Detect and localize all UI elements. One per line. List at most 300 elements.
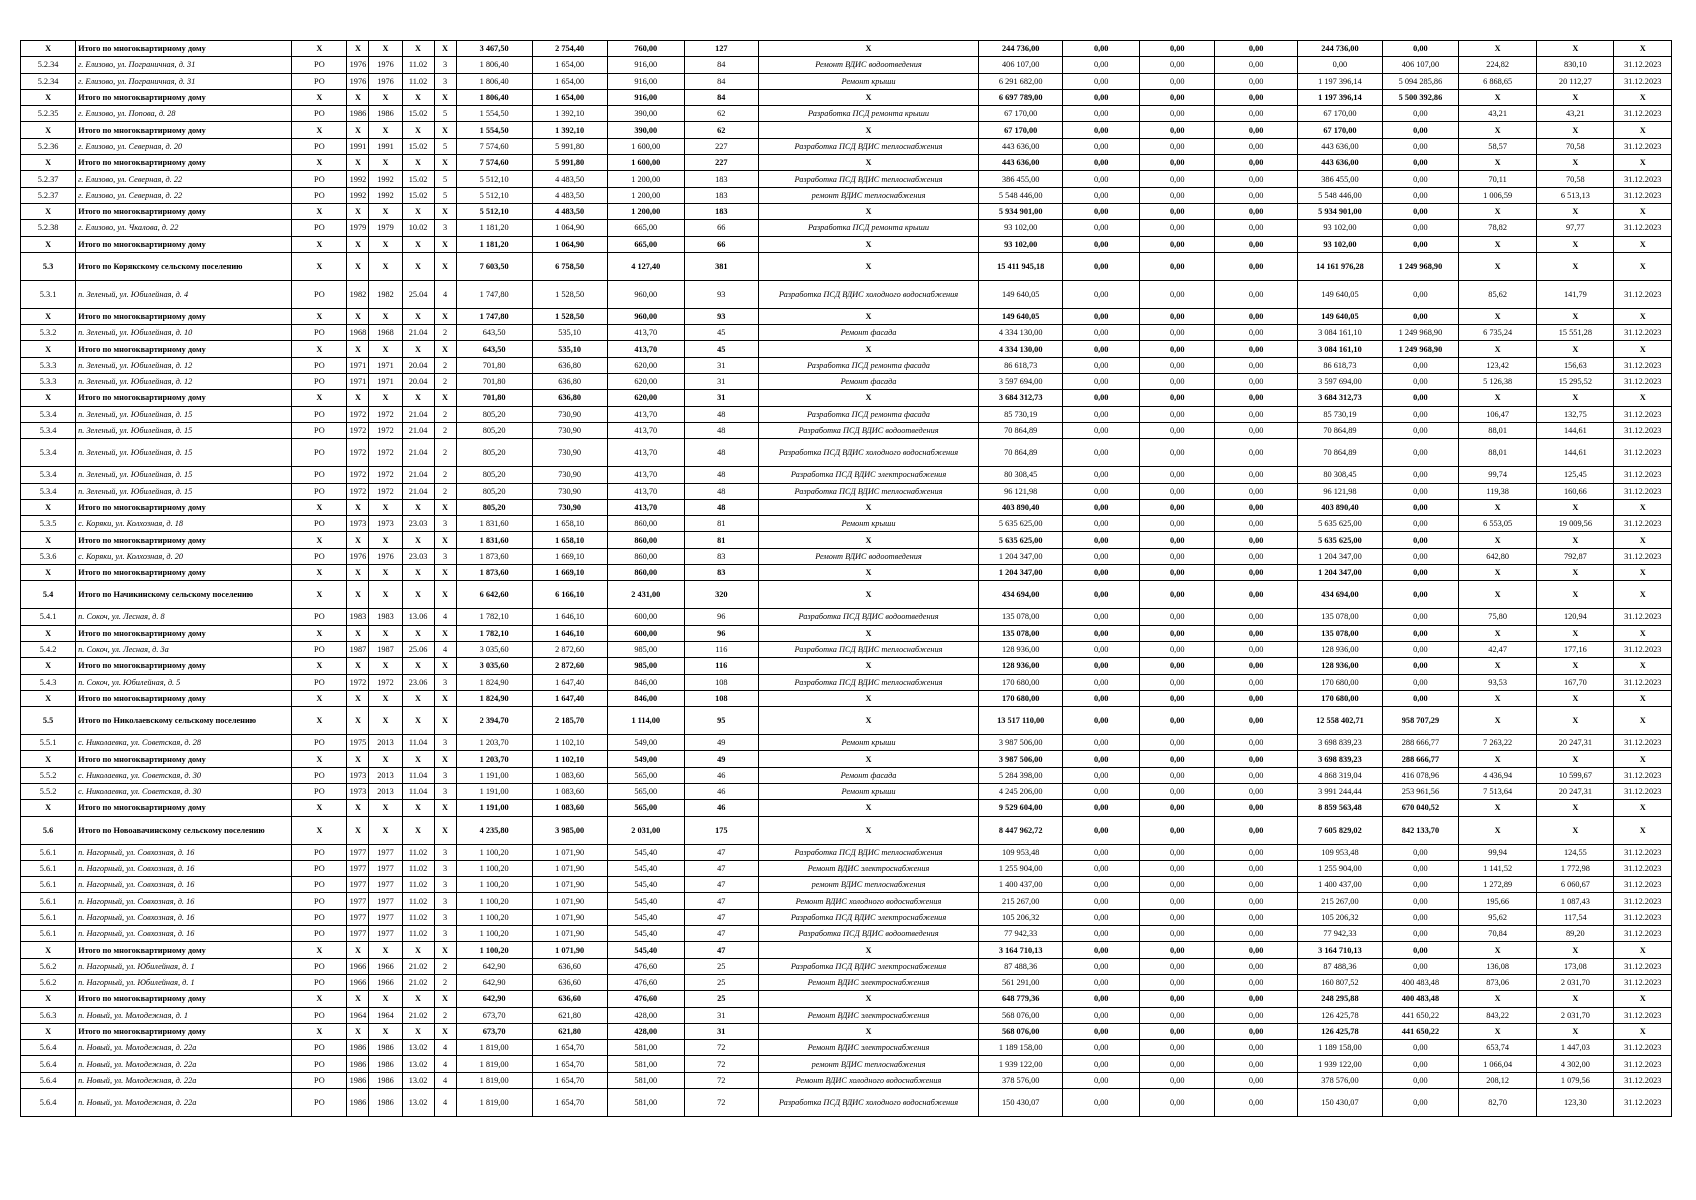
cell-fund-owners: 443 636,00 — [1297, 155, 1382, 171]
cell-fund-federal: 0,00 — [1063, 1056, 1140, 1072]
cell-cost-total: 443 636,00 — [979, 155, 1063, 171]
cell-floors: 2 — [434, 467, 456, 483]
cell-living-area: 1 392,10 — [532, 106, 607, 122]
subtotal-row — [21, 565, 1672, 581]
cell-address: Итого по многоквартирному дому — [76, 1023, 292, 1039]
table-row — [21, 844, 1672, 860]
cell-num: X — [21, 308, 76, 324]
cell-total-area: 1 747,80 — [456, 308, 532, 324]
cell-fund-owners: 1 204 347,00 — [1297, 565, 1382, 581]
cell-address: Итого по многоквартирному дому — [76, 390, 292, 406]
cell-wall-code: 15.02 — [402, 106, 434, 122]
cell-num: X — [21, 991, 76, 1007]
cell-fund-federal: 0,00 — [1063, 374, 1140, 390]
cell-living-area: 1 083,60 — [532, 783, 607, 799]
cell-fund-regional: 0,00 — [1140, 532, 1215, 548]
cell-year-commissioned: X — [369, 155, 402, 171]
cell-year-commissioned: X — [369, 1023, 402, 1039]
cell-type: X — [292, 991, 347, 1007]
cell-num: 5.5.1 — [21, 735, 76, 751]
cell-limit-per-sqm: X — [1537, 816, 1614, 844]
cell-fund-owners: 3 684 312,73 — [1297, 390, 1382, 406]
cell-residents: 47 — [684, 926, 758, 942]
cell-year-commissioned: 1964 — [369, 1007, 402, 1023]
cell-cost-total: 96 121,98 — [979, 483, 1063, 499]
cell-fund-owners: 149 640,05 — [1297, 280, 1382, 308]
cell-fund-owners: 150 430,07 — [1297, 1089, 1382, 1117]
cell-type: X — [292, 203, 347, 219]
cell-floors: 3 — [434, 73, 456, 89]
cell-total-area: 1 100,20 — [456, 844, 532, 860]
cell-type: X — [292, 499, 347, 515]
cell-residential-area: 916,00 — [607, 89, 684, 105]
cell-cost-per-sqm: 4 436,94 — [1458, 767, 1536, 783]
cell-fund-local: 0,00 — [1215, 909, 1298, 925]
cell-cost-per-sqm: 1 272,89 — [1458, 877, 1536, 893]
cell-num: X — [21, 155, 76, 171]
cell-residents: 81 — [684, 532, 758, 548]
cell-deadline: X — [1614, 308, 1672, 324]
cell-fund-local: 0,00 — [1215, 41, 1298, 57]
cell-address: г. Елизово, ул. Пограничная, д. 31 — [76, 73, 292, 89]
cell-residential-area: 545,40 — [607, 909, 684, 925]
cell-wall-code: X — [402, 816, 434, 844]
cell-fund-regional: 0,00 — [1140, 308, 1215, 324]
cell-fund-other: 0,00 — [1382, 41, 1458, 57]
cell-year-built: 1977 — [347, 893, 369, 909]
cell-fund-regional: 0,00 — [1140, 341, 1215, 357]
cell-floors: X — [434, 707, 456, 735]
cell-fund-local: 0,00 — [1215, 942, 1298, 958]
cell-cost-total: 568 076,00 — [979, 1007, 1063, 1023]
cell-total-area: 805,20 — [456, 499, 532, 515]
cell-cost-total: 1 255 904,00 — [979, 860, 1063, 876]
cell-fund-regional: 0,00 — [1140, 138, 1215, 154]
cell-cost-total: 9 529 604,00 — [979, 800, 1063, 816]
cell-floors: 3 — [434, 877, 456, 893]
cell-cost-per-sqm: X — [1458, 707, 1536, 735]
cell-num: X — [21, 236, 76, 252]
cell-living-area: 1 654,00 — [532, 57, 607, 73]
cell-num: X — [21, 942, 76, 958]
cell-fund-owners: 386 455,00 — [1297, 171, 1382, 187]
cell-cost-per-sqm: 123,42 — [1458, 357, 1536, 373]
cell-residents: 72 — [684, 1089, 758, 1117]
cell-wall-code: 11.02 — [402, 844, 434, 860]
cell-type: X — [292, 581, 347, 609]
cell-fund-other: 0,00 — [1382, 942, 1458, 958]
cell-year-commissioned: 1992 — [369, 171, 402, 187]
cell-deadline: X — [1614, 390, 1672, 406]
cell-cost-per-sqm: 85,62 — [1458, 280, 1536, 308]
cell-year-commissioned: X — [369, 942, 402, 958]
cell-residential-area: 916,00 — [607, 57, 684, 73]
cell-total-area: 805,20 — [456, 467, 532, 483]
cell-fund-federal: 0,00 — [1063, 783, 1140, 799]
cell-cost-total: 5 284 398,00 — [979, 767, 1063, 783]
cell-limit-per-sqm: 6 060,67 — [1537, 877, 1614, 893]
cell-cost-per-sqm: X — [1458, 203, 1536, 219]
cell-year-commissioned: 1972 — [369, 674, 402, 690]
cell-type: РО — [292, 860, 347, 876]
cell-limit-per-sqm: 43,21 — [1537, 106, 1614, 122]
cell-residential-area: 413,70 — [607, 325, 684, 341]
cell-fund-regional: 0,00 — [1140, 422, 1215, 438]
cell-wall-code: 21.04 — [402, 325, 434, 341]
cell-num: X — [21, 122, 76, 138]
cell-work-type: X — [758, 690, 979, 706]
cell-type: РО — [292, 1072, 347, 1088]
cell-floors: 4 — [434, 1089, 456, 1117]
cell-fund-regional: 0,00 — [1140, 581, 1215, 609]
cell-address: Итого по многоквартирному дому — [76, 499, 292, 515]
cell-fund-regional: 0,00 — [1140, 974, 1215, 990]
cell-fund-other: 0,00 — [1382, 516, 1458, 532]
cell-fund-regional: 0,00 — [1140, 690, 1215, 706]
cell-type: РО — [292, 516, 347, 532]
cell-address: Итого по многоквартирному дому — [76, 122, 292, 138]
cell-deadline: 31.12.2023 — [1614, 674, 1672, 690]
cell-wall-code: 23.06 — [402, 674, 434, 690]
cell-cost-per-sqm: X — [1458, 308, 1536, 324]
cell-num: 5.6.4 — [21, 1072, 76, 1088]
table-row — [21, 516, 1672, 532]
cell-fund-local: 0,00 — [1215, 439, 1298, 467]
cell-year-commissioned: X — [369, 991, 402, 1007]
cell-type: РО — [292, 958, 347, 974]
cell-total-area: 1 100,20 — [456, 909, 532, 925]
cell-residential-area: 476,60 — [607, 991, 684, 1007]
cell-residents: 45 — [684, 325, 758, 341]
cell-fund-owners: 14 161 976,28 — [1297, 252, 1382, 280]
cell-limit-per-sqm: X — [1537, 236, 1614, 252]
cell-cost-per-sqm: 42,47 — [1458, 641, 1536, 657]
cell-address: п. Сокоч, ул. Юбилейная, д. 5 — [76, 674, 292, 690]
cell-total-area: 701,80 — [456, 357, 532, 373]
cell-num: X — [21, 499, 76, 515]
cell-type: РО — [292, 909, 347, 925]
cell-living-area: 1 071,90 — [532, 926, 607, 942]
cell-total-area: 1 824,90 — [456, 690, 532, 706]
cell-year-built: 1976 — [347, 73, 369, 89]
cell-fund-local: 0,00 — [1215, 609, 1298, 625]
cell-fund-local: 0,00 — [1215, 341, 1298, 357]
cell-year-commissioned: 1971 — [369, 374, 402, 390]
cell-floors: 3 — [434, 516, 456, 532]
cell-fund-regional: 0,00 — [1140, 41, 1215, 57]
cell-fund-owners: 86 618,73 — [1297, 357, 1382, 373]
table-row — [21, 735, 1672, 751]
cell-cost-total: 150 430,07 — [979, 1089, 1063, 1117]
cell-residential-area: 565,00 — [607, 783, 684, 799]
cell-year-commissioned: X — [369, 565, 402, 581]
cell-deadline: 31.12.2023 — [1614, 974, 1672, 990]
cell-fund-owners: 70 864,89 — [1297, 439, 1382, 467]
cell-year-built: 1977 — [347, 909, 369, 925]
cell-fund-owners: 5 548 446,00 — [1297, 187, 1382, 203]
cell-fund-other: 0,00 — [1382, 690, 1458, 706]
cell-cost-total: 67 170,00 — [979, 106, 1063, 122]
cell-year-built: 1968 — [347, 325, 369, 341]
cell-type: РО — [292, 280, 347, 308]
cell-fund-regional: 0,00 — [1140, 499, 1215, 515]
table-row — [21, 467, 1672, 483]
cell-address: Итого по многоквартирному дому — [76, 800, 292, 816]
cell-living-area: 1 646,10 — [532, 609, 607, 625]
cell-address: с. Николаевка, ул. Советская, д. 30 — [76, 767, 292, 783]
cell-residential-area: 1 200,00 — [607, 171, 684, 187]
cell-fund-owners: 67 170,00 — [1297, 106, 1382, 122]
cell-fund-other: 0,00 — [1382, 406, 1458, 422]
cell-cost-per-sqm: 6 735,24 — [1458, 325, 1536, 341]
cell-fund-owners: 7 605 829,02 — [1297, 816, 1382, 844]
cell-num: X — [21, 565, 76, 581]
cell-fund-owners: 0,00 — [1297, 57, 1382, 73]
table-row — [21, 926, 1672, 942]
cell-residents: 84 — [684, 89, 758, 105]
subtotal-row — [21, 658, 1672, 674]
cell-fund-federal: 0,00 — [1063, 942, 1140, 958]
cell-floors: X — [434, 690, 456, 706]
cell-wall-code: X — [402, 308, 434, 324]
cell-year-built: X — [347, 942, 369, 958]
table-row — [21, 374, 1672, 390]
table-row — [21, 187, 1672, 203]
cell-fund-other: 0,00 — [1382, 893, 1458, 909]
cell-living-area: 1 071,90 — [532, 942, 607, 958]
cell-deadline: 31.12.2023 — [1614, 926, 1672, 942]
cell-fund-other: 0,00 — [1382, 422, 1458, 438]
cell-num: X — [21, 658, 76, 674]
cell-living-area: 636,60 — [532, 974, 607, 990]
subtotal-row — [21, 499, 1672, 515]
cell-fund-owners: 135 078,00 — [1297, 609, 1382, 625]
table-body — [21, 41, 1672, 1117]
cell-year-commissioned: X — [369, 532, 402, 548]
cell-residential-area: 860,00 — [607, 548, 684, 564]
cell-work-type: Разработка ПСД ВДИС водоотведения — [758, 926, 979, 942]
cell-total-area: 1 554,50 — [456, 106, 532, 122]
cell-fund-federal: 0,00 — [1063, 516, 1140, 532]
cell-deadline: 31.12.2023 — [1614, 548, 1672, 564]
cell-residents: 96 — [684, 609, 758, 625]
subtotal-row — [21, 89, 1672, 105]
cell-cost-per-sqm: 1 141,52 — [1458, 860, 1536, 876]
cell-type: РО — [292, 73, 347, 89]
cell-num: 5.3.5 — [21, 516, 76, 532]
cell-cost-total: 386 455,00 — [979, 171, 1063, 187]
cell-year-built: 1992 — [347, 187, 369, 203]
cell-year-built: X — [347, 203, 369, 219]
cell-total-area: 3 467,50 — [456, 41, 532, 57]
cell-type: X — [292, 252, 347, 280]
cell-wall-code: X — [402, 1023, 434, 1039]
cell-fund-federal: 0,00 — [1063, 641, 1140, 657]
cell-fund-local: 0,00 — [1215, 707, 1298, 735]
cell-wall-code: 23.03 — [402, 516, 434, 532]
cell-fund-local: 0,00 — [1215, 308, 1298, 324]
cell-cost-per-sqm: X — [1458, 800, 1536, 816]
cell-cost-total: 70 864,89 — [979, 439, 1063, 467]
cell-year-commissioned: 1976 — [369, 548, 402, 564]
cell-living-area: 636,80 — [532, 357, 607, 373]
cell-floors: X — [434, 1023, 456, 1039]
cell-total-area: 7 603,50 — [456, 252, 532, 280]
cell-year-built: 1986 — [347, 1072, 369, 1088]
cell-fund-other: 0,00 — [1382, 187, 1458, 203]
cell-address: п. Новый, ул. Молодежная, д. 22а — [76, 1056, 292, 1072]
cell-residents: 25 — [684, 991, 758, 1007]
cell-floors: X — [434, 89, 456, 105]
cell-fund-owners: 1 204 347,00 — [1297, 548, 1382, 564]
cell-year-built: 1986 — [347, 1089, 369, 1117]
cell-work-type: Разработка ПСД ремонта крыши — [758, 220, 979, 236]
cell-limit-per-sqm: 20 247,31 — [1537, 783, 1614, 799]
cell-wall-code: 21.02 — [402, 974, 434, 990]
cell-fund-regional: 0,00 — [1140, 751, 1215, 767]
cell-fund-other: 5 094 285,86 — [1382, 73, 1458, 89]
cell-floors: 3 — [434, 893, 456, 909]
cell-year-built: X — [347, 690, 369, 706]
cell-floors: 4 — [434, 641, 456, 657]
cell-fund-regional: 0,00 — [1140, 467, 1215, 483]
cell-limit-per-sqm: 97,77 — [1537, 220, 1614, 236]
cell-deadline: X — [1614, 89, 1672, 105]
cell-floors: X — [434, 203, 456, 219]
cell-work-type: Разработка ПСД ВДИС электроснабжения — [758, 467, 979, 483]
cell-limit-per-sqm: X — [1537, 625, 1614, 641]
cell-fund-federal: 0,00 — [1063, 565, 1140, 581]
cell-living-area: 1 528,50 — [532, 280, 607, 308]
cell-residents: 183 — [684, 171, 758, 187]
cell-cost-per-sqm: X — [1458, 155, 1536, 171]
cell-cost-per-sqm: X — [1458, 565, 1536, 581]
cell-year-commissioned: 1987 — [369, 641, 402, 657]
cell-fund-owners: 1 197 396,14 — [1297, 89, 1382, 105]
cell-floors: 2 — [434, 483, 456, 499]
cell-wall-code: 15.02 — [402, 187, 434, 203]
cell-deadline: 31.12.2023 — [1614, 406, 1672, 422]
cell-address: г. Елизово, ул. Пограничная, д. 31 — [76, 57, 292, 73]
cell-floors: X — [434, 41, 456, 57]
cell-cost-per-sqm: X — [1458, 816, 1536, 844]
cell-cost-total: 1 400 437,00 — [979, 877, 1063, 893]
cell-living-area: 1 647,40 — [532, 674, 607, 690]
cell-fund-regional: 0,00 — [1140, 735, 1215, 751]
cell-fund-owners: 1 197 396,14 — [1297, 73, 1382, 89]
cell-type: X — [292, 816, 347, 844]
cell-fund-regional: 0,00 — [1140, 565, 1215, 581]
cell-fund-local: 0,00 — [1215, 325, 1298, 341]
cell-residents: 81 — [684, 516, 758, 532]
cell-fund-owners: 170 680,00 — [1297, 674, 1382, 690]
cell-floors: 3 — [434, 926, 456, 942]
cell-fund-owners: 160 807,52 — [1297, 974, 1382, 990]
cell-floors: 5 — [434, 187, 456, 203]
cell-address: п. Зеленый, ул. Юбилейная, д. 15 — [76, 406, 292, 422]
cell-address: Итого по многоквартирному дому — [76, 690, 292, 706]
cell-living-area: 535,10 — [532, 325, 607, 341]
cell-residents: 45 — [684, 341, 758, 357]
cell-floors: 5 — [434, 138, 456, 154]
cell-num: 5.2.34 — [21, 73, 76, 89]
cell-num: 5.6.4 — [21, 1056, 76, 1072]
cell-fund-other: 0,00 — [1382, 467, 1458, 483]
cell-cost-per-sqm: 195,66 — [1458, 893, 1536, 909]
cell-work-type: Ремонт крыши — [758, 516, 979, 532]
cell-fund-federal: 0,00 — [1063, 483, 1140, 499]
cell-year-built: 1973 — [347, 783, 369, 799]
cell-num: X — [21, 341, 76, 357]
cell-fund-other: 5 500 392,86 — [1382, 89, 1458, 105]
cell-work-type: X — [758, 341, 979, 357]
cell-fund-local: 0,00 — [1215, 138, 1298, 154]
cell-residents: 49 — [684, 751, 758, 767]
cell-residential-area: 620,00 — [607, 357, 684, 373]
cell-residential-area: 2 431,00 — [607, 581, 684, 609]
cell-num: 5.2.36 — [21, 138, 76, 154]
cell-year-commissioned: X — [369, 252, 402, 280]
cell-year-commissioned: X — [369, 390, 402, 406]
cell-deadline: 31.12.2023 — [1614, 609, 1672, 625]
cell-living-area: 1 669,10 — [532, 548, 607, 564]
cell-type: РО — [292, 893, 347, 909]
cell-wall-code: 23.03 — [402, 548, 434, 564]
cell-fund-regional: 0,00 — [1140, 203, 1215, 219]
cell-num: 5.6.3 — [21, 1007, 76, 1023]
cell-year-built: X — [347, 751, 369, 767]
cell-deadline: X — [1614, 341, 1672, 357]
cell-residents: 25 — [684, 958, 758, 974]
cell-fund-regional: 0,00 — [1140, 800, 1215, 816]
cell-address: п. Нагорный, ул. Юбилейная, д. 1 — [76, 958, 292, 974]
cell-total-area: 1 100,20 — [456, 893, 532, 909]
cell-cost-total: 1 204 347,00 — [979, 548, 1063, 564]
cell-fund-other: 670 040,52 — [1382, 800, 1458, 816]
cell-residents: 72 — [684, 1072, 758, 1088]
cell-total-area: 2 394,70 — [456, 707, 532, 735]
cell-fund-regional: 0,00 — [1140, 280, 1215, 308]
repair-program-table — [20, 40, 1672, 1117]
cell-fund-regional: 0,00 — [1140, 390, 1215, 406]
cell-year-built: 1964 — [347, 1007, 369, 1023]
cell-address: Итого по Начикинскому сельскому поселению — [76, 581, 292, 609]
cell-wall-code: X — [402, 532, 434, 548]
cell-fund-federal: 0,00 — [1063, 220, 1140, 236]
cell-fund-local: 0,00 — [1215, 483, 1298, 499]
cell-cost-per-sqm: X — [1458, 581, 1536, 609]
cell-fund-other: 0,00 — [1382, 171, 1458, 187]
cell-fund-owners: 4 868 319,04 — [1297, 767, 1382, 783]
cell-year-commissioned: X — [369, 658, 402, 674]
table-row — [21, 57, 1672, 73]
cell-fund-regional: 0,00 — [1140, 122, 1215, 138]
cell-cost-total: 215 267,00 — [979, 893, 1063, 909]
cell-work-type: Разработка ПСД ВДИС теплоснабжения — [758, 483, 979, 499]
cell-work-type: X — [758, 565, 979, 581]
cell-cost-total: 6 291 682,00 — [979, 73, 1063, 89]
cell-living-area: 730,90 — [532, 483, 607, 499]
cell-fund-owners: 3 991 244,44 — [1297, 783, 1382, 799]
cell-total-area: 1 191,00 — [456, 800, 532, 816]
cell-type: X — [292, 751, 347, 767]
cell-fund-owners: 67 170,00 — [1297, 122, 1382, 138]
cell-year-commissioned: 1977 — [369, 926, 402, 942]
cell-fund-regional: 0,00 — [1140, 991, 1215, 1007]
cell-year-built: 1982 — [347, 280, 369, 308]
cell-residential-area: 428,00 — [607, 1007, 684, 1023]
cell-type: X — [292, 1023, 347, 1039]
